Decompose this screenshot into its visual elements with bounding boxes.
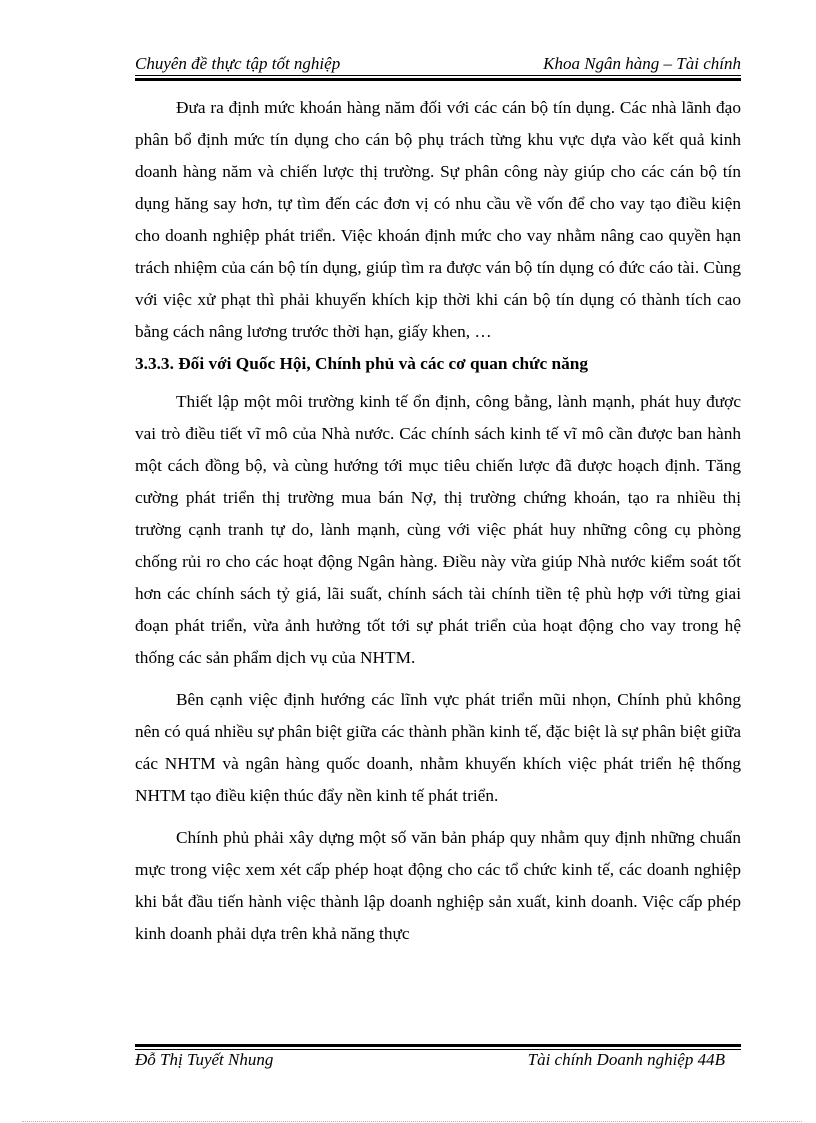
paragraph-legal-documents: Chính phủ phải xây dựng một số văn bản pháp quy nhằm quy định những chuẩn mực trong việc xem xét cấp phép hoạt động cho các tổ chức kinh tế, các doanh nghiệp khi bắt đầu tiến hành việc thành lập doanh nghiệp sản xuất, kinh doanh. Việc cấp phép kinh doanh phải dựa trên khả năng thực <box>135 828 741 943</box>
header-document-title: Chuyên đề thực tập tốt nghiệp <box>135 54 341 73</box>
section-heading: 3.3.3. Đối với Quốc Hội, Chính phủ và các cơ quan chức năng <box>135 354 588 373</box>
page-footer <box>135 1050 725 1074</box>
footer-class: Tài chính Doanh nghiệp 44B <box>527 1050 725 1069</box>
footer-rule-thick <box>135 1044 741 1047</box>
footer-author: Đỗ Thị Tuyết Nhung <box>135 1050 274 1069</box>
page-bottom-edge <box>22 1121 802 1122</box>
paragraph-credit-quota: Đưa ra định mức khoán hàng năm đối với các cán bộ tín dụng. Các nhà lãnh đạo phân bổ định mức tín dụng cho cán bộ phụ trách từng khu vực dựa vào kết quả kinh doanh hàng năm và chiến lược thị trường. Sự phân công này giúp cho các cán bộ tín dụng hăng say hơn, tự tìm đến các đơn vị có nhu cầu về vốn để cho vay tạo điều kiện cho doanh nghiệp phát triển. Việc khoán định mức cho vay nhằm nâng cao quyền hạn trách nhiệm của cán bộ tín dụng, giúp tìm ra được ván bộ tín dụng có đức cáo tài. Cùng với việc xử phạt thì phải khuyến khích kịp thời khi cán bộ tín dụng có thành tích cao bằng cách nâng lương trước thời hạn, giấy khen, … <box>135 98 741 341</box>
header-rule-thick <box>135 78 741 81</box>
header-rule-thin <box>135 75 741 76</box>
paragraph-government-policy: Bên cạnh việc định hướng các lĩnh vực phát triển mũi nhọn, Chính phủ không nên có quá nhiều sự phân biệt giữa các thành phần kinh tế, đặc biệt là sự phân biệt giữa các NHTM và ngân hàng quốc doanh, nhằm khuyến khích việc phát triển hệ thống NHTM tạo điều kiện thúc đẩy nền kinh tế phát triển. <box>135 690 741 805</box>
paragraph-macro-environment: Thiết lập một môi trường kinh tế ổn định, công bằng, lành mạnh, phát huy được vai trò điều tiết vĩ mô của Nhà nước. Các chính sách kinh tế vĩ mô cần được ban hành một cách đồng bộ, và cùng hướng tới mục tiêu chiến lược đã được hoạch định. Tăng cường phát triển thị trường mua bán Nợ, thị trường chứng khoán, tạo ra nhiều thị trường cạnh tranh tự do, lành mạnh, cùng với việc phát huy những công cụ phòng chống rủi ro cho các hoạt động Ngân hàng. Điều này vừa giúp Nhà nước kiểm soát tốt hơn các chính sách tỷ giá, lãi suất, chính sách tài chính tiền tệ phù hợp với từng giai đoạn phát triển, vừa ảnh hưởng tốt tới sự phát triển của hoạt động cho vay trong hệ thống các sản phẩm dịch vụ của NHTM. <box>135 392 741 667</box>
document-body <box>135 92 741 950</box>
page-header <box>135 52 741 76</box>
header-faculty: Khoa Ngân hàng – Tài chính <box>543 54 741 73</box>
